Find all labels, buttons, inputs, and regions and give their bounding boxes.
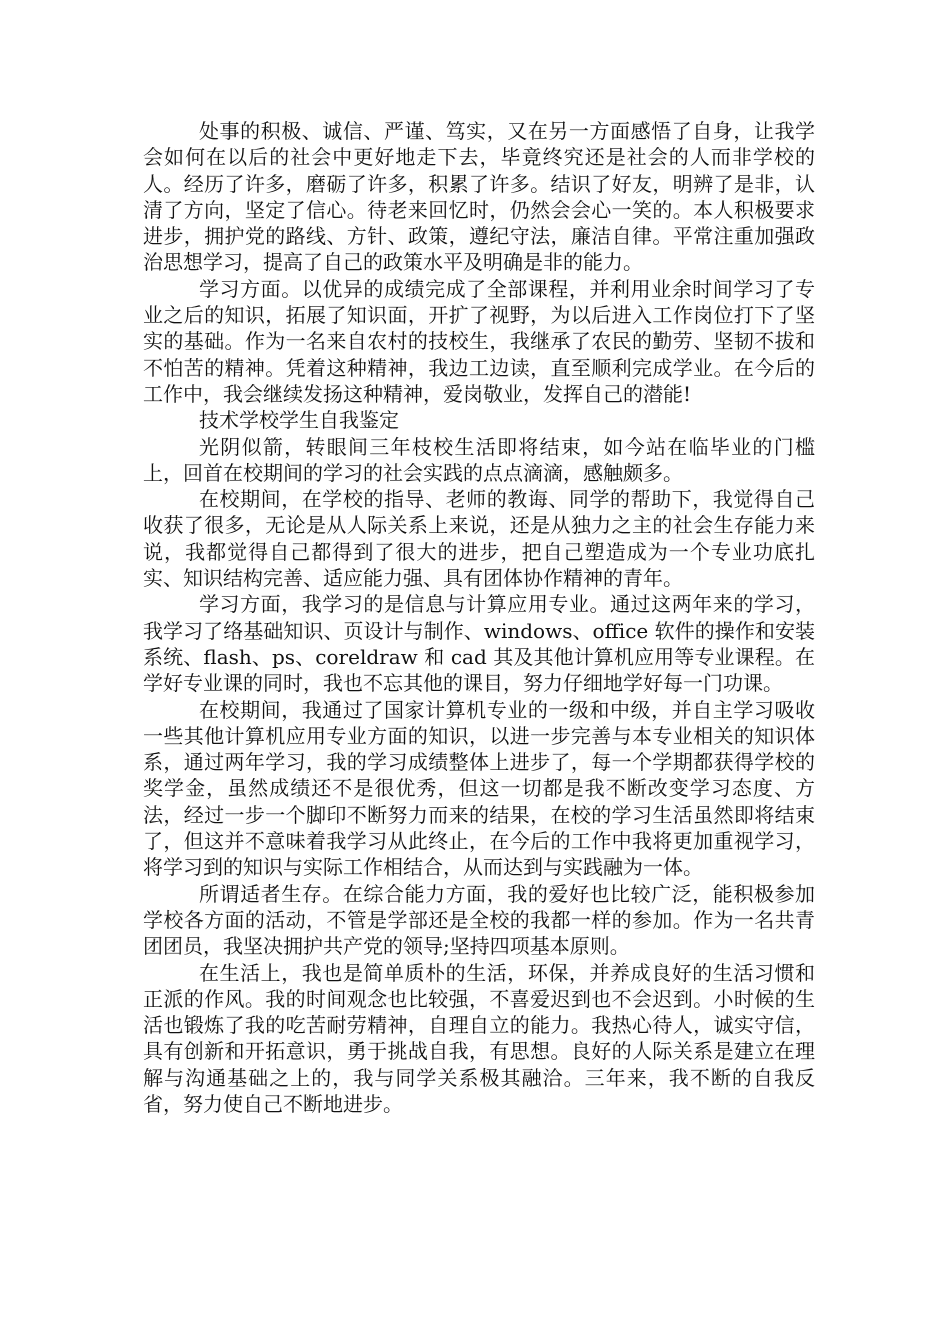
paragraph-life: 在生活上，我也是简单质朴的生活，环保，并养成良好的生活习惯和正派的作风。我的时间观念也比较强，不喜爱迟到也不会迟到。小时候的生活也锻炼了我的吃苦耐劳精神，自理自立的能力。我热心待人，诚实守信，具有创新和开拓意识，勇于挑战自我，有思想。良好的人际关系是建立在理解与沟通基础之上的，我与同学关系极其融洽。三年来，我不断的自我反省，努力使自己不断地进步。 — [143, 960, 815, 1116]
paragraph-study-achievements: 学习方面。以优异的成绩完成了全部课程，并利用业余时间学习了专业之后的知识，拓展了知识面，开扩了视野，为以后进入工作岗位打下了坚实的基础。作为一名来自农村的技校生，我继承了农民的勤劳、坚韧不拔和不怕苦的精神。凭着这种精神，我边工边读，直至顺利完成学业。在今后的工作中，我会继续发扬这种精神，爱岗敬业，发挥自己的潜能! — [143, 276, 815, 406]
paragraph-abilities: 所谓适者生存。在综合能力方面，我的爱好也比较广泛，能积极参加学校各方面的活动，不管是学部还是全校的我都一样的参加。作为一名共青团团员，我坚决拥护共产党的领导;坚持四项基本原则。 — [143, 881, 815, 959]
section-title: 技术学校学生自我鉴定 — [199, 408, 399, 433]
paragraph-intro: 光阴似箭，转眼间三年枝校生活即将结束，如今站在临毕业的门槛上，回首在校期间的学习的社会实践的点点滴滴，感触颇多。 — [143, 434, 815, 485]
paragraph-conduct: 处事的积极、诚信、严谨、笃实，又在另一方面感悟了自身，让我学会如何在以后的社会中更好地走下去，毕竟终究还是社会的人而非学校的人。经历了许多，磨砺了许多，积累了许多。结识了好友，明辨了是非，认清了方向，坚定了信心。待老来回忆时，仍然会会心一笑的。本人积极要求进步，拥护党的路线、方针、政策，遵纪守法，廉洁自律。平常注重加强政治思想学习，提高了自己的政策水平及明确是非的能力。 — [143, 119, 815, 275]
paragraph-school-growth: 在校期间，在学校的指导、老师的教诲、同学的帮助下，我觉得自己收获了很多，无论是从人际关系上来说，还是从独力之主的社会生存能力来说，我都觉得自己都得到了很大的进步，把自己塑造成为一个专业功底扎实、知识结构完善、适应能力强、具有团体协作精神的青年。 — [143, 487, 815, 591]
paragraph-major-courses: 学习方面，我学习的是信息与计算应用专业。通过这两年来的学习，我学习了络基础知识、页设计与制作、windows、office 软件的操作和安装系统、flash、ps、coreldraw 和 cad 其及其他计算机应用等专业课程。在学好专业课的同时，我也不忘其他的课目，努力仔细地学好每一门功课。 — [143, 592, 815, 696]
paragraph-certifications: 在校期间，我通过了国家计算机专业的一级和中级，并自主学习吸收一些其他计算机应用专业方面的知识，以进一步完善与本专业相关的知识体系，通过两年学习，我的学习成绩整体上进步了，每一个学期都获得学校的奖学金，虽然成绩还不是很优秀，但这一切都是我不断改变学习态度、方法，经过一步一个脚印不断努力而来的结果，在校的学习生活虽然即将结束了，但这并不意味着我学习从此终止，在今后的工作中我将更加重视学习，将学习到的知识与实际工作相结合，从而达到与实践融为一体。 — [143, 697, 815, 880]
document-body — [143, 118, 815, 1117]
